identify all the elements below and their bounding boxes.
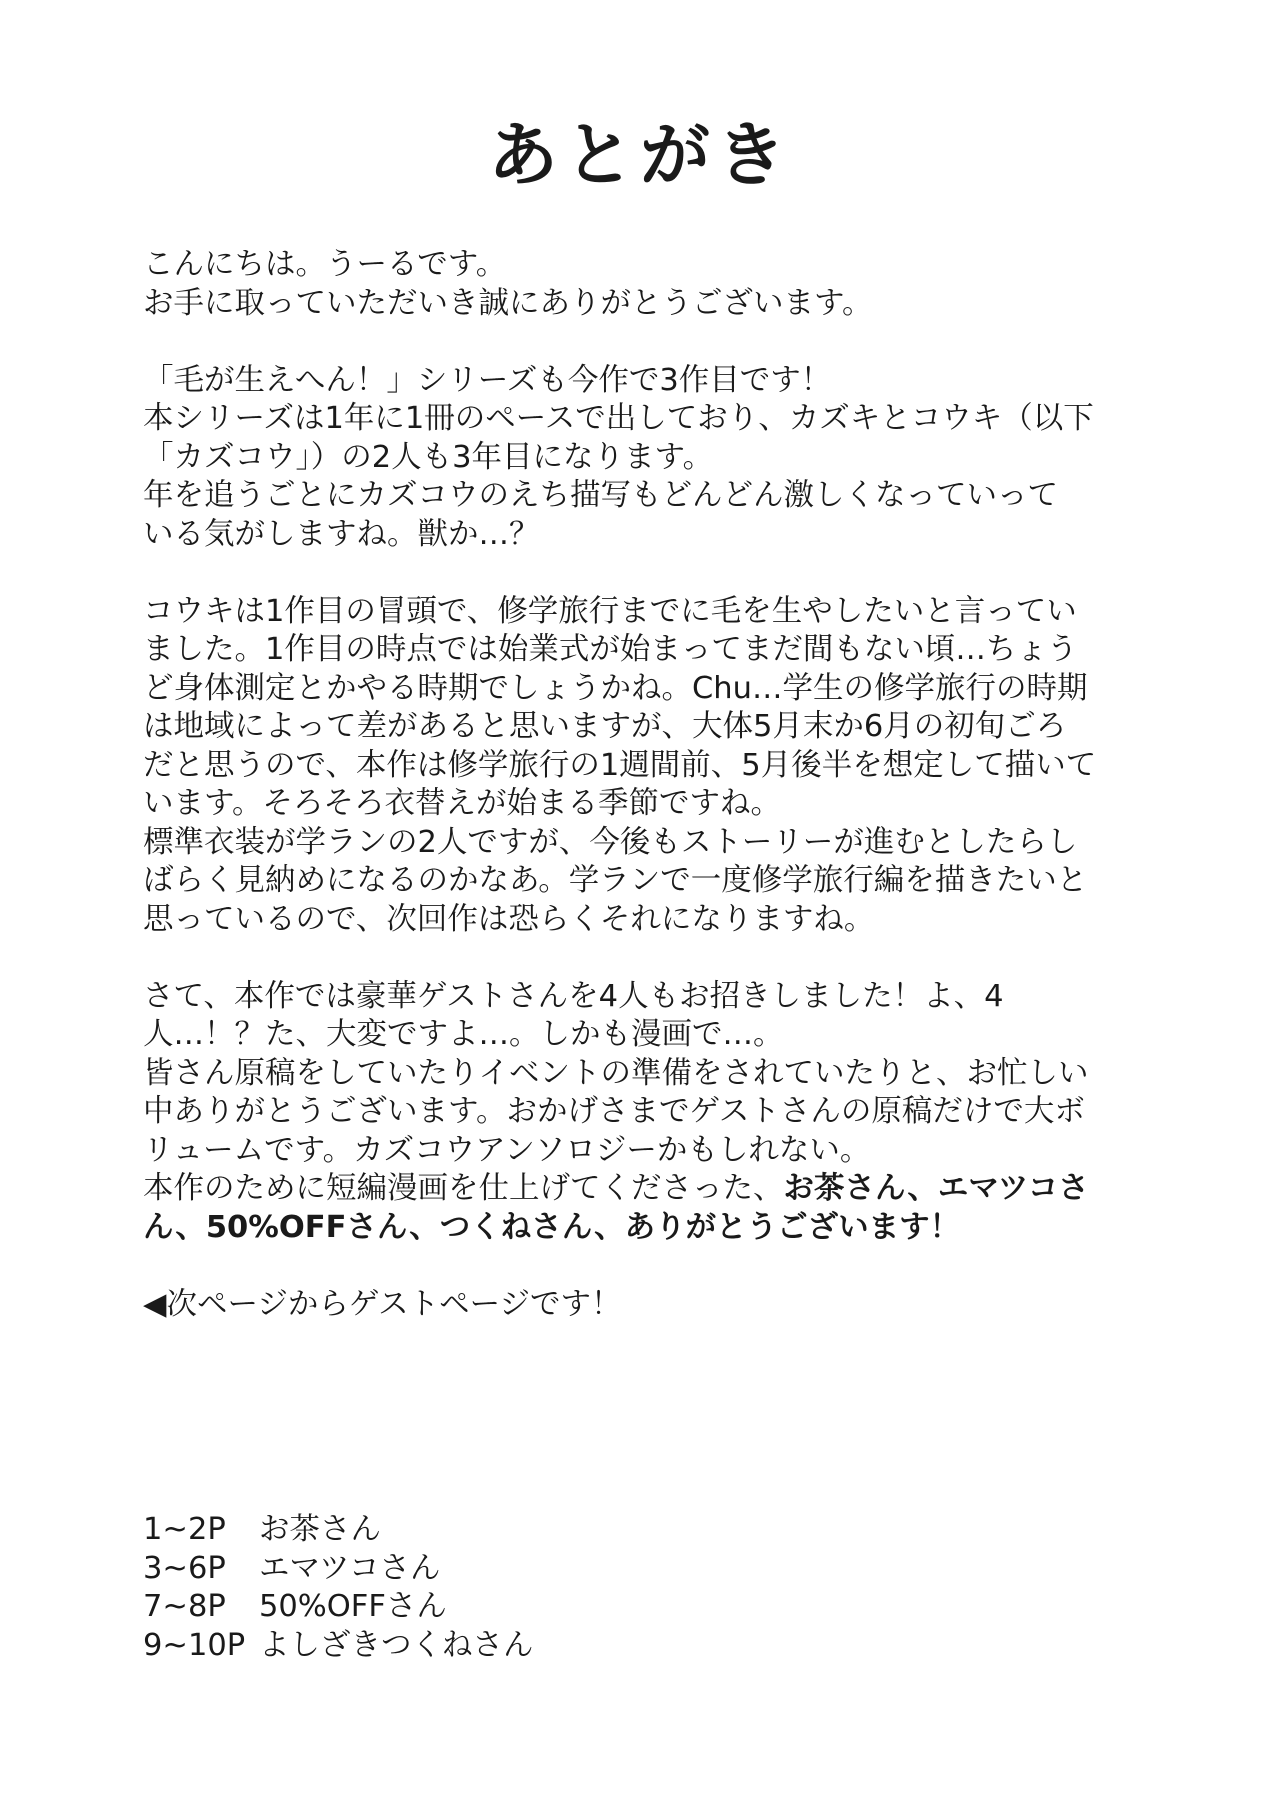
guest-pages: 7~8P <box>143 1589 226 1624</box>
paragraph-break <box>143 939 1173 978</box>
body-line: います。そろそろ衣替えが始まる季節ですね。 <box>143 786 782 821</box>
body-line: さて、本作では豪華ゲストさんを4人もお招きしました！よ、4 <box>143 978 1004 1014</box>
thanks-line <box>143 1170 1173 1209</box>
paragraph-break <box>143 323 1173 362</box>
body-line: 標準衣装が学ランの2人ですが、今後もストーリーが進むとしたらし <box>143 824 1078 860</box>
body-line: お手に取っていただいき誠にありがとうございます。 <box>143 285 873 321</box>
body-line: ました。1作目の時点では始業式が始まってまだ間もない頃…ちょう <box>143 632 1078 667</box>
body-line: ばらく見納めになるのかなあ。学ランで一度修学旅行編を描きたいと <box>143 863 1088 898</box>
afterword-body <box>143 246 1173 1324</box>
thanks-prefix: 本作のために短編漫画を仕上げてくださった、 <box>143 1171 784 1206</box>
body-line: は地域によって差があると思いますが、大体5月末か6月の初旬ごろ <box>143 709 1067 744</box>
next-page-note: ◀次ページからゲストページです！ <box>143 1286 622 1322</box>
list-item <box>143 1588 534 1627</box>
body-line: いる気がしますね。獣か…？ <box>143 516 540 552</box>
list-item <box>143 1550 534 1589</box>
body-line: こんにちは。うーるです。 <box>143 247 507 282</box>
guest-page-list <box>143 1511 534 1665</box>
list-item <box>143 1511 534 1550</box>
body-line: 中ありがとうございます。おかげさまでゲストさんの原稿だけで大ボ <box>143 1094 1085 1129</box>
body-line: 思っているので、次回作は恐らくそれになりますね。 <box>143 901 875 937</box>
body-line: だと思うので、本作は修学旅行の1週間前、5月後半を想定して描いて <box>143 747 1097 783</box>
guest-name: お茶さん <box>259 1512 381 1547</box>
body-line: リュームです。カズコウアンソロジーかもしれない。 <box>143 1132 871 1168</box>
guest-pages: 9~10P <box>143 1627 246 1663</box>
body-line: 本シリーズは1年に1冊のペースで出しており、カズキとコウキ（以下 <box>143 401 1094 436</box>
guest-name: エマツコさん <box>259 1550 441 1586</box>
thanks-line-bold: ん、50%OFFさん、つくねさん、ありがとうございます！ <box>143 1209 961 1245</box>
body-line: コウキは1作目の冒頭で、修学旅行までに毛を生やしたいと言ってい <box>143 593 1077 629</box>
list-item <box>143 1627 534 1666</box>
body-line: 「カズコウ」）の2人も3年目になります。 <box>143 439 714 475</box>
body-line: 年を追うごとにカズコウのえち描写もどんどん激しくなっていって <box>143 478 1058 513</box>
body-line: 皆さん原稿をしていたりイベントの準備をされていたりと、お忙しい <box>143 1055 1089 1091</box>
page-title: あとがき <box>488 114 792 196</box>
paragraph-break <box>143 1247 1173 1286</box>
guest-pages: 3~6P <box>143 1550 226 1586</box>
guest-name: よしざきつくねさん <box>259 1627 534 1663</box>
guest-thanks-names: お茶さん、エマツコさ <box>783 1171 1089 1206</box>
guest-pages: 1~2P <box>143 1512 226 1547</box>
body-line: 「毛が生えへん！」シリーズも今作で3作目です！ <box>143 362 832 398</box>
body-line: 人…！？た、大変ですよ…。しかも漫画で…。 <box>143 1017 784 1052</box>
body-line: ど身体測定とかやる時期でしょうかね。Chu…学生の修学旅行の時期 <box>143 670 1088 706</box>
guest-name: 50%OFFさん <box>259 1589 447 1624</box>
paragraph-break <box>143 554 1173 593</box>
